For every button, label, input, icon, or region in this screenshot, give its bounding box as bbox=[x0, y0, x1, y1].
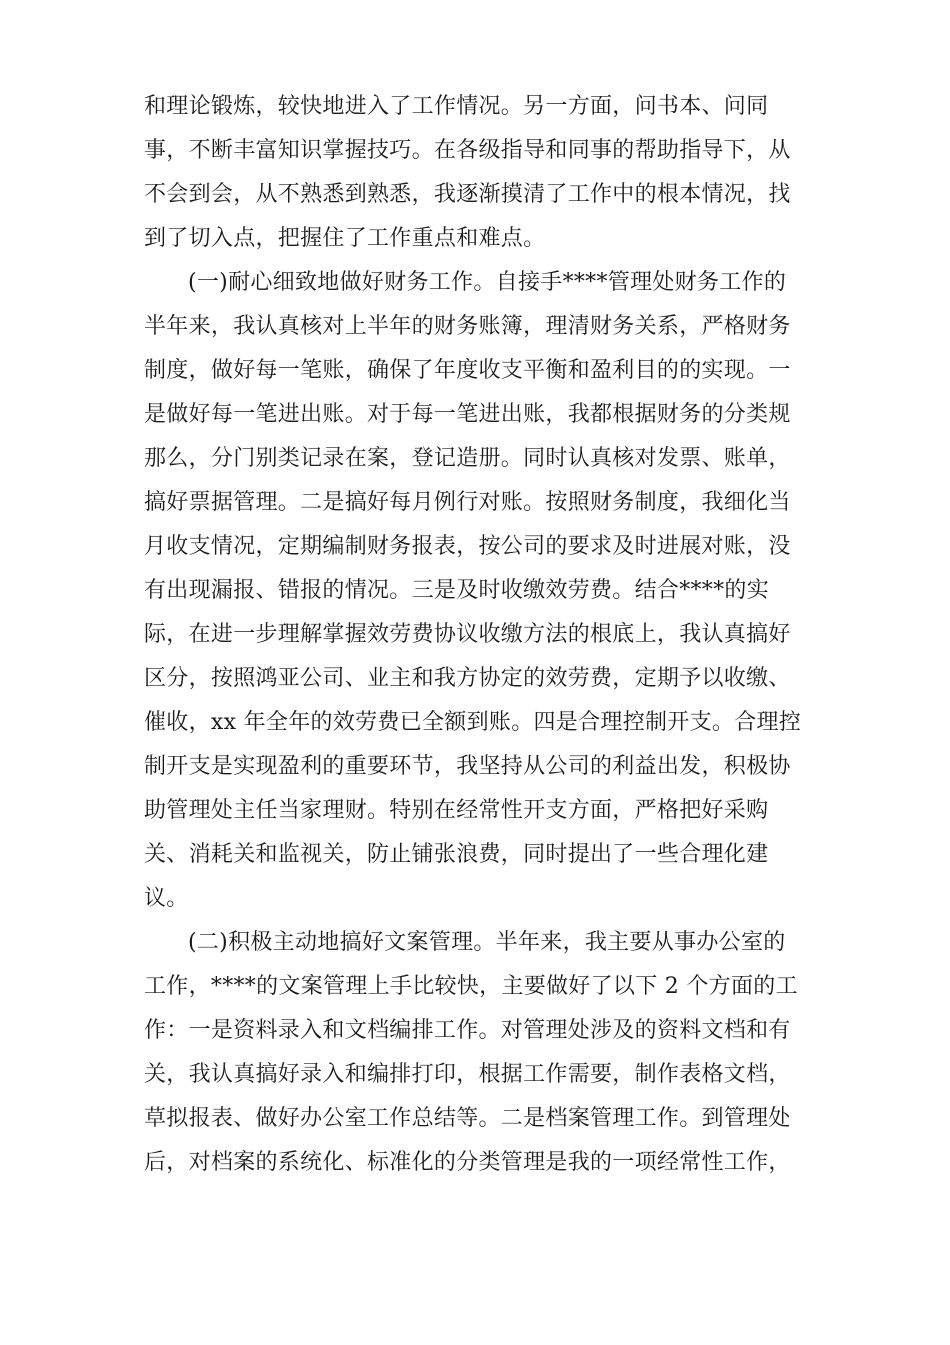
text-line: 制度，做好每一笔账，确保了年度收支平衡和盈利目的的实现。一 bbox=[144, 358, 791, 383]
text-line: 助管理处主任当家理财。特别在经常性开支方面，严格把好采购 bbox=[144, 798, 769, 823]
text-line: 是做好每一笔进出账。对于每一笔进出账，我都根据财务的分类规 bbox=[144, 402, 791, 427]
text-line: 和理论锻炼，较快地进入了工作情况。另一方面，问书本、问同 bbox=[144, 94, 769, 119]
text-line: 那么，分门别类记录在案，登记造册。同时认真核对发票、账单， bbox=[144, 446, 791, 471]
text-line: 关、消耗关和监视关，防止铺张浪费，同时提出了一些合理化建 bbox=[144, 842, 769, 867]
text-line: 事，不断丰富知识掌握技巧。在各级指导和同事的帮助指导下，从 bbox=[144, 138, 791, 163]
section-heading-finance: (一)耐心细致地做好财务工作。自接手****管理处财务工作的 bbox=[188, 270, 787, 295]
text-line: 草拟报表、做好办公室工作总结等。二是档案管理工作。到管理处 bbox=[144, 1106, 791, 1131]
text-line: 半年来，我认真核对上半年的财务账簿，理清财务关系，严格财务 bbox=[144, 314, 791, 339]
text-line: 区分，按照鸿亚公司、业主和我方协定的效劳费，定期予以收缴、 bbox=[144, 666, 791, 691]
text-line: 到了切入点，把握住了工作重点和难点。 bbox=[144, 226, 546, 251]
text-line: 际，在进一步理解掌握效劳费协议收缴方法的根底上，我认真搞好 bbox=[144, 622, 791, 647]
text-line: 月收支情况，定期编制财务报表，按公司的要求及时进展对账，没 bbox=[144, 534, 791, 559]
text-line: 关，我认真搞好录入和编排打印，根据工作需要，制作表格文档， bbox=[144, 1062, 791, 1087]
section-heading-documents: (二)积极主动地搞好文案管理。半年来，我主要从事办公室的 bbox=[188, 930, 786, 955]
text-line: 催收，xx 年全年的效劳费已全额到账。四是合理控制开支。合理控 bbox=[144, 710, 802, 735]
text-line: 制开支是实现盈利的重要环节，我坚持从公司的利益出发，积极协 bbox=[144, 754, 791, 779]
text-line: 有出现漏报、错报的情况。三是及时收缴效劳费。结合****的实 bbox=[144, 578, 770, 603]
text-line: 作：一是资料录入和文档编排工作。对管理处涉及的资料文档和有 bbox=[144, 1018, 791, 1043]
text-line: 不会到会，从不熟悉到熟悉，我逐渐摸清了工作中的根本情况，找 bbox=[144, 182, 791, 207]
text-line: 搞好票据管理。二是搞好每月例行对账。按照财务制度，我细化当 bbox=[144, 490, 791, 515]
text-line: 后，对档案的系统化、标准化的分类管理是我的一项经常性工作， bbox=[144, 1150, 791, 1175]
text-line: 工作，****的文案管理上手比较快，主要做好了以下 2 个方面的工 bbox=[144, 974, 798, 999]
text-line: 议。 bbox=[144, 886, 189, 911]
